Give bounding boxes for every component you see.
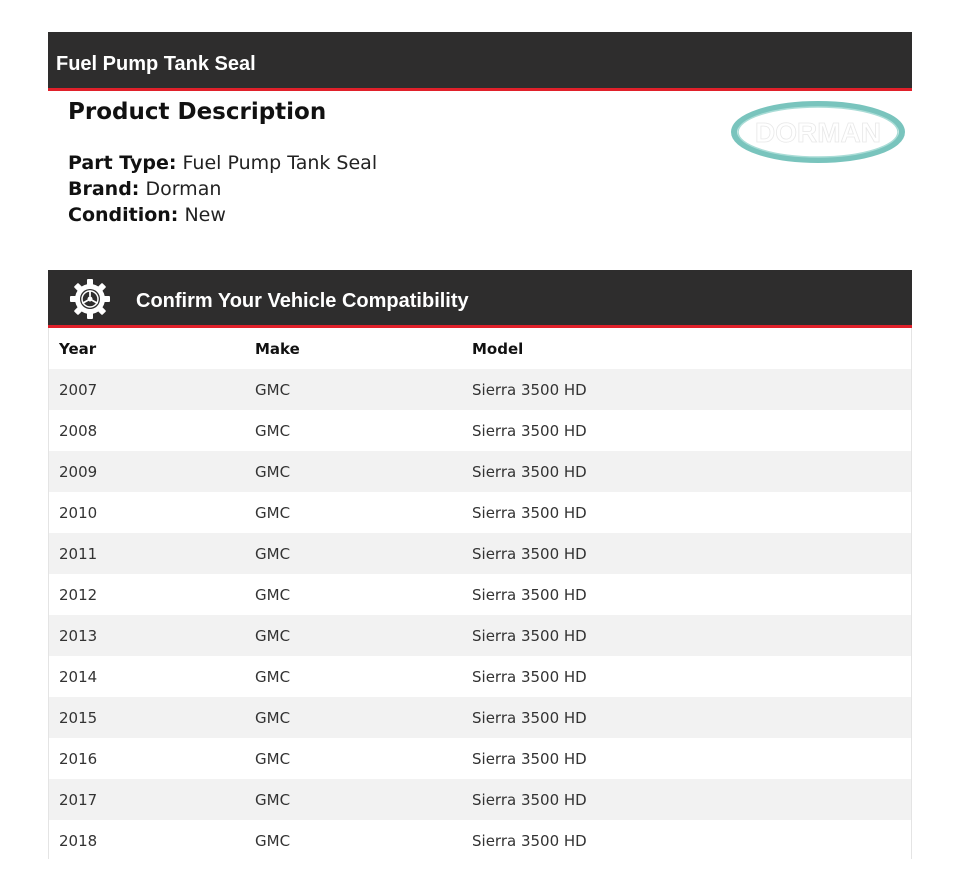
- make-cell: GMC: [255, 626, 291, 645]
- condition-row: [68, 202, 226, 228]
- make-cell: GMC: [255, 421, 291, 440]
- model-cell: Sierra 3500 HD: [472, 503, 587, 522]
- make-cell: GMC: [255, 708, 291, 727]
- make-cell: GMC: [255, 380, 291, 399]
- model-cell: Sierra 3500 HD: [472, 667, 587, 686]
- product-description-heading: Product Description: [68, 99, 327, 125]
- vehicle-compatibility-title: Confirm Your Vehicle Compatibility: [136, 290, 469, 312]
- model-cell: Sierra 3500 HD: [472, 421, 587, 440]
- table-row: [49, 738, 911, 779]
- compatibility-table: [49, 328, 911, 861]
- product-image-watermark: DORMAN: [755, 117, 881, 148]
- column-header-model: Model: [472, 339, 524, 358]
- year-cell: 2016: [59, 749, 98, 768]
- model-cell: Sierra 3500 HD: [472, 790, 587, 809]
- year-cell: 2017: [59, 790, 98, 809]
- year-cell: 2010: [59, 503, 98, 522]
- product-image-seal-ring: [728, 98, 908, 166]
- year-cell: 2015: [59, 708, 98, 727]
- model-cell: Sierra 3500 HD: [472, 585, 587, 604]
- brand-row: [68, 176, 221, 202]
- condition-label: Condition:: [68, 204, 179, 226]
- year-cell: 2012: [59, 585, 98, 604]
- table-row: [49, 697, 911, 738]
- part-type-value: Fuel Pump Tank Seal: [182, 152, 378, 174]
- make-cell: GMC: [255, 831, 291, 850]
- table-row: [49, 574, 911, 615]
- condition-value: New: [184, 204, 226, 226]
- year-cell: 2009: [59, 462, 98, 481]
- table-row: [49, 615, 911, 656]
- table-row: [49, 369, 911, 410]
- make-cell: GMC: [255, 667, 291, 686]
- make-cell: GMC: [255, 503, 291, 522]
- table-row: [49, 492, 911, 533]
- table-row: [49, 533, 911, 574]
- make-cell: GMC: [255, 462, 291, 481]
- model-cell: Sierra 3500 HD: [472, 462, 587, 481]
- make-cell: GMC: [255, 585, 291, 604]
- model-cell: Sierra 3500 HD: [472, 708, 587, 727]
- model-cell: Sierra 3500 HD: [472, 544, 587, 563]
- model-cell: Sierra 3500 HD: [472, 831, 587, 850]
- part-type-row: [68, 150, 377, 176]
- year-cell: 2013: [59, 626, 98, 645]
- table-row: [49, 410, 911, 451]
- table-row: [49, 779, 911, 820]
- column-header-year: Year: [59, 339, 97, 358]
- table-header-row: [49, 328, 911, 369]
- brand-value: Dorman: [145, 178, 222, 200]
- product-title-bar: [48, 32, 912, 91]
- make-cell: GMC: [255, 544, 291, 563]
- compatibility-table-container: [48, 328, 912, 859]
- make-cell: GMC: [255, 749, 291, 768]
- year-cell: 2014: [59, 667, 98, 686]
- model-cell: Sierra 3500 HD: [472, 749, 587, 768]
- brand-label: Brand:: [68, 178, 140, 200]
- product-title: Fuel Pump Tank Seal: [56, 53, 256, 75]
- year-cell: 2007: [59, 380, 98, 399]
- model-cell: Sierra 3500 HD: [472, 380, 587, 399]
- gear-car-icon: [68, 277, 112, 321]
- year-cell: 2011: [59, 544, 98, 563]
- table-row: [49, 656, 911, 697]
- year-cell: 2008: [59, 421, 98, 440]
- make-cell: GMC: [255, 790, 291, 809]
- model-cell: Sierra 3500 HD: [472, 626, 587, 645]
- part-type-label: Part Type:: [68, 152, 177, 174]
- column-header-make: Make: [255, 339, 300, 358]
- table-row: [49, 820, 911, 861]
- table-row: [49, 451, 911, 492]
- year-cell: 2018: [59, 831, 98, 850]
- vehicle-compatibility-bar: [48, 270, 912, 328]
